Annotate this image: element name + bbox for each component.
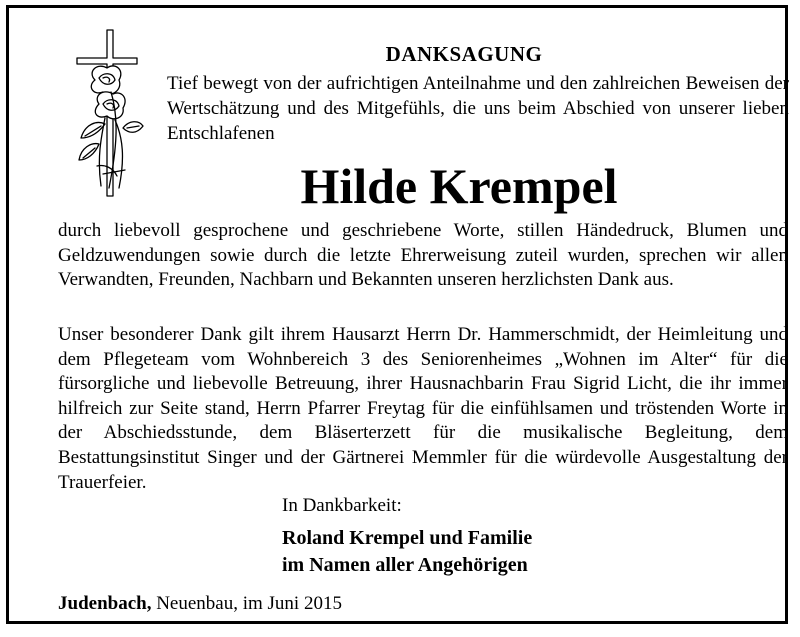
place-bold: Judenbach, (58, 593, 152, 614)
signature-line-1: Roland Krempel und Familie (282, 527, 533, 549)
closing-phrase: In Dankbarkeit: (282, 495, 402, 516)
place-rest: Neuenbau, im Juni 2015 (151, 593, 342, 614)
obituary-notice (6, 5, 788, 624)
thanks-paragraph: durch liebevoll gesprochene und geschriebene Worte, stillen Händedruck, Blumen und Geldzuwendungen sowie durch die letzte Ehrerweisung zuteil wurden, sprechen wir allen Verwandten, Freunden, Nachbarn und Bekannten unseren herzlichsten Dank aus. (58, 220, 788, 291)
deceased-name: Hilde Krempel (300, 158, 618, 214)
special-thanks-paragraph: Unser besonderer Dank gilt ihrem Hausarzt Herrn Dr. Hammerschmidt, der Heimleitung und dem Pflegeteam vom Wohnbereich 3 des Seniorenheimes „Wohnen im Alter“ für die fürsorgliche und liebevolle Betreuung, ihrer Hausnachbarin Frau Sigrid Licht, die ihr immer hilfreich zur Seite stand, Herrn Pfarrer Freytag für die einfühlsamen und tröstenden Worte in der Abschiedsstunde, dem Bläserterzett für die musikalische Begleitung, dem Bestattungsinstitut Singer und der Gärtnerei Memmler für die würdevolle Ausgestaltung der Trauerfeier. (58, 324, 788, 493)
signature-line-2: im Namen aller Angehörigen (282, 554, 528, 576)
notice-title: DANKSAGUNG (385, 42, 543, 66)
cross-with-roses-icon (67, 28, 155, 200)
place-and-date (58, 593, 342, 615)
signature (282, 525, 532, 579)
intro-text: Tief bewegt von der aufrichtigen Anteilnahme und den zahlreichen Beweisen der Wertschätzung und des Mitgefühls, die uns beim Abschied von unserer lieben Entschlafenen (167, 73, 789, 144)
